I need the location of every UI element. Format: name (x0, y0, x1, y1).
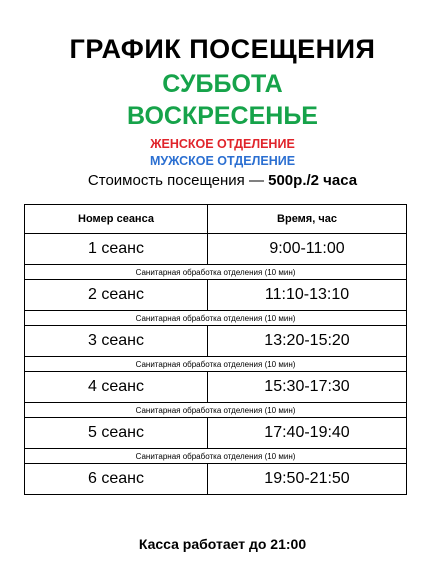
session-time: 9:00-11:00 (208, 234, 407, 265)
women-department-label: ЖЕНСКОЕ ОТДЕЛЕНИЕ (150, 137, 295, 151)
session-time: 19:50-21:50 (208, 464, 407, 495)
price-value: 500р./2 часа (268, 172, 358, 189)
sanitary-row (25, 265, 407, 280)
price-line (0, 172, 445, 189)
sanitary-row (25, 357, 407, 372)
table-row (25, 326, 407, 357)
session-name: 2 сеанс (25, 280, 208, 311)
table-header-row (25, 205, 407, 234)
day-sunday: ВОСКРЕСЕНЬЕ (127, 102, 318, 130)
table-row (25, 280, 407, 311)
sanitary-note: Санитарная обработка отделения (10 мин) (25, 311, 407, 326)
session-name: 5 сеанс (25, 418, 208, 449)
schedule-table (24, 204, 407, 495)
header-session-number: Номер сеанса (25, 205, 208, 234)
table-row (25, 234, 407, 265)
sanitary-note: Санитарная обработка отделения (10 мин) (25, 403, 407, 418)
schedule-body (25, 205, 407, 495)
table-row (25, 372, 407, 403)
cashier-hours-note: Касса работает до 21:00 (138, 536, 307, 552)
sanitary-row (25, 403, 407, 418)
sanitary-note: Санитарная обработка отделения (10 мин) (25, 357, 407, 372)
session-name: 3 сеанс (25, 326, 208, 357)
header-time: Время, час (208, 205, 407, 234)
session-time: 15:30-17:30 (208, 372, 407, 403)
session-name: 4 сеанс (25, 372, 208, 403)
session-name: 1 сеанс (25, 234, 208, 265)
sanitary-row (25, 449, 407, 464)
table-row (25, 418, 407, 449)
session-time: 17:40-19:40 (208, 418, 407, 449)
men-department-label: МУЖСКОЕ ОТДЕЛЕНИЕ (149, 154, 296, 168)
sanitary-row (25, 311, 407, 326)
day-saturday: СУББОТА (162, 70, 283, 98)
page-title: ГРАФИК ПОСЕЩЕНИЯ (69, 34, 376, 64)
session-name: 6 сеанс (25, 464, 208, 495)
price-prefix: Стоимость посещения — (87, 172, 269, 189)
sanitary-note: Санитарная обработка отделения (10 мин) (25, 449, 407, 464)
session-time: 13:20-15:20 (208, 326, 407, 357)
session-time: 11:10-13:10 (208, 280, 407, 311)
sanitary-note: Санитарная обработка отделения (10 мин) (25, 265, 407, 280)
table-row (25, 464, 407, 495)
